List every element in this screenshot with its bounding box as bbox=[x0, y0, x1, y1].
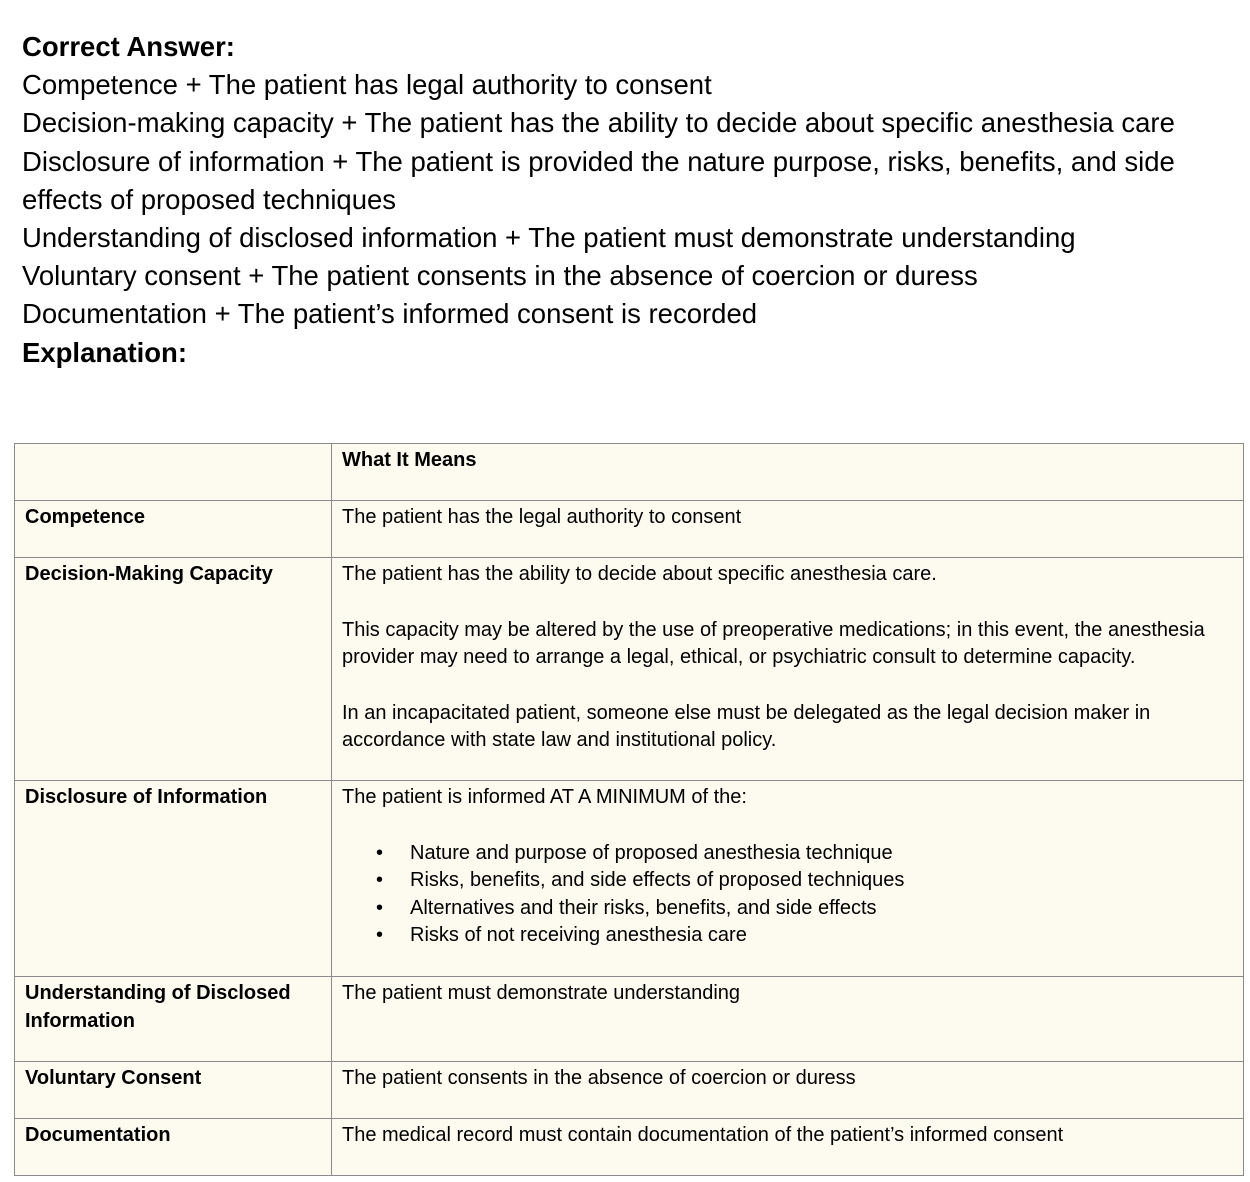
list-item-text: Alternatives and their risks, benefits, and side effects bbox=[410, 896, 877, 919]
term-decision-making-capacity: Decision-Making Capacity bbox=[15, 558, 332, 781]
bullet-icon: • bbox=[376, 924, 384, 946]
term-documentation: Documentation bbox=[15, 1119, 332, 1176]
term-understanding-of-disclosed-information: Understanding of Disclosed Information bbox=[15, 977, 332, 1062]
answer-line-competence: Competence + The patient has legal authority to consent bbox=[22, 69, 712, 101]
meaning-paragraph: The patient has the ability to decide about specific anesthesia care. bbox=[342, 563, 937, 585]
bullet-icon: • bbox=[376, 896, 384, 919]
table-row bbox=[15, 1119, 1244, 1176]
correct-answer-heading: Correct Answer: bbox=[22, 31, 235, 62]
answer-line-voluntary: Voluntary consent + The patient consents in the absence of coercion or duress bbox=[22, 260, 978, 292]
list-item bbox=[376, 867, 1237, 895]
bullet-icon: • bbox=[376, 869, 384, 891]
explanation-table bbox=[14, 443, 1244, 1176]
disclosure-bullet-list bbox=[342, 840, 1237, 950]
meaning-paragraph: The patient has the legal authority to consent bbox=[342, 506, 742, 528]
answer-line-understanding: Understanding of disclosed information + The patient must demonstrate understanding bbox=[22, 222, 1076, 254]
meaning-paragraph: The patient consents in the absence of coercion or duress bbox=[342, 1067, 856, 1089]
meaning-paragraph: The medical record must contain documentation of the patient’s informed consent bbox=[342, 1124, 1064, 1146]
meaning-documentation bbox=[332, 1119, 1244, 1176]
table-row bbox=[15, 558, 1244, 781]
table-row bbox=[15, 1062, 1244, 1119]
list-item bbox=[376, 840, 1237, 868]
meaning-paragraph: The patient must demonstrate understanding bbox=[342, 982, 741, 1004]
meaning-paragraph: In an incapacitated patient, someone else must be delegated as the legal decision maker in accordance with state law and institutional policy. bbox=[342, 701, 1151, 751]
list-item-text: Nature and purpose of proposed anesthesia technique bbox=[410, 841, 893, 864]
list-item-text: Risks of not receiving anesthesia care bbox=[410, 924, 747, 946]
list-item-text: Risks, benefits, and side effects of proposed techniques bbox=[410, 869, 905, 891]
bullet-icon: • bbox=[376, 841, 384, 864]
table-row bbox=[15, 977, 1244, 1062]
answer-line-disclosure: Disclosure of information + The patient is provided the nature purpose, risks, benefits, and side effects of proposed techniques bbox=[22, 145, 1175, 215]
list-item bbox=[376, 922, 1237, 950]
table-row bbox=[15, 501, 1244, 558]
term-voluntary-consent: Voluntary Consent bbox=[15, 1062, 332, 1119]
answer-block bbox=[22, 28, 1222, 372]
explanation-heading: Explanation: bbox=[22, 336, 188, 368]
meaning-decision-making-capacity bbox=[332, 558, 1244, 781]
table-row bbox=[15, 781, 1244, 977]
meaning-understanding bbox=[332, 977, 1244, 1062]
term-competence: Competence bbox=[15, 501, 332, 558]
header-meaning-cell: What It Means bbox=[332, 444, 1244, 501]
meaning-disclosure-of-information bbox=[332, 781, 1244, 977]
header-term-cell bbox=[15, 444, 332, 501]
list-item bbox=[376, 895, 1237, 923]
meaning-paragraph: This capacity may be altered by the use of preoperative medications; in this event, the anesthesia provider may need to arrange a legal, ethical, or psychiatric consult to determine capacity. bbox=[342, 618, 1205, 668]
answer-line-decision-making: Decision-making capacity + The patient has the ability to decide about specific anesthesia care bbox=[22, 107, 1175, 139]
answer-line-documentation: Documentation + The patient’s informed consent is recorded bbox=[22, 298, 758, 330]
table-header-row bbox=[15, 444, 1244, 501]
meaning-competence bbox=[332, 501, 1244, 558]
meaning-voluntary-consent bbox=[332, 1062, 1244, 1119]
meaning-paragraph: The patient is informed AT A MINIMUM of the: bbox=[342, 786, 747, 808]
term-disclosure-of-information: Disclosure of Information bbox=[15, 781, 332, 977]
